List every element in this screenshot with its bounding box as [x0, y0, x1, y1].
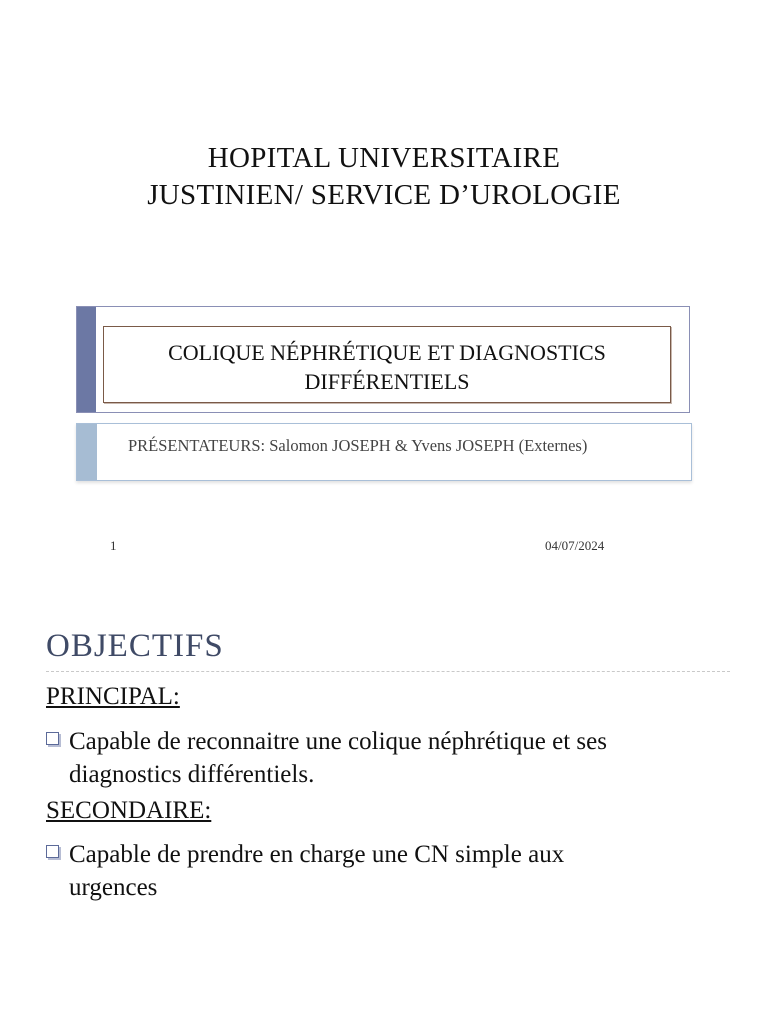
presentation-title-line1: COLIQUE NÉPHRÉTIQUE ET DIAGNOSTICS	[168, 340, 606, 365]
title-accent-bar	[77, 307, 96, 412]
hospital-title-line1: HOPITAL UNIVERSITAIRE	[207, 142, 561, 174]
presentation-title-line2: DIFFÉRENTIELS	[304, 369, 470, 394]
presentation-title-box	[76, 306, 690, 413]
square-bullet-icon	[46, 732, 59, 745]
secondaire-bullet-line2: urgences	[69, 874, 158, 901]
presenters-accent-bar	[77, 424, 97, 480]
secondaire-bullet	[46, 838, 706, 904]
page-number: 1	[110, 538, 117, 553]
objectives-heading: OBJECTIFS	[46, 628, 224, 664]
slide-date: 04/07/2024	[545, 538, 605, 553]
principal-bullet	[46, 725, 706, 791]
presenters-box	[76, 423, 692, 481]
hospital-title-line2: JUSTINIEN/ SERVICE D’UROLOGIE	[147, 179, 621, 211]
secondaire-bullet-line1: Capable de prendre en charge une CN simple aux	[69, 841, 565, 868]
principal-label: PRINCIPAL:	[46, 683, 180, 710]
heading-divider	[46, 671, 730, 672]
square-bullet-icon	[46, 845, 59, 858]
principal-bullet-line1: Capable de reconnaitre une colique néphrétique et ses	[69, 728, 607, 755]
secondaire-label: SECONDAIRE:	[46, 797, 212, 824]
principal-bullet-line2: diagnostics différentiels.	[69, 761, 315, 788]
presentation-title-frame	[103, 326, 671, 403]
presenters-text: PRÉSENTATEURS: Salomon JOSEPH & Yvens JOSEPH (Externes)	[128, 436, 588, 455]
hospital-title	[0, 140, 768, 214]
